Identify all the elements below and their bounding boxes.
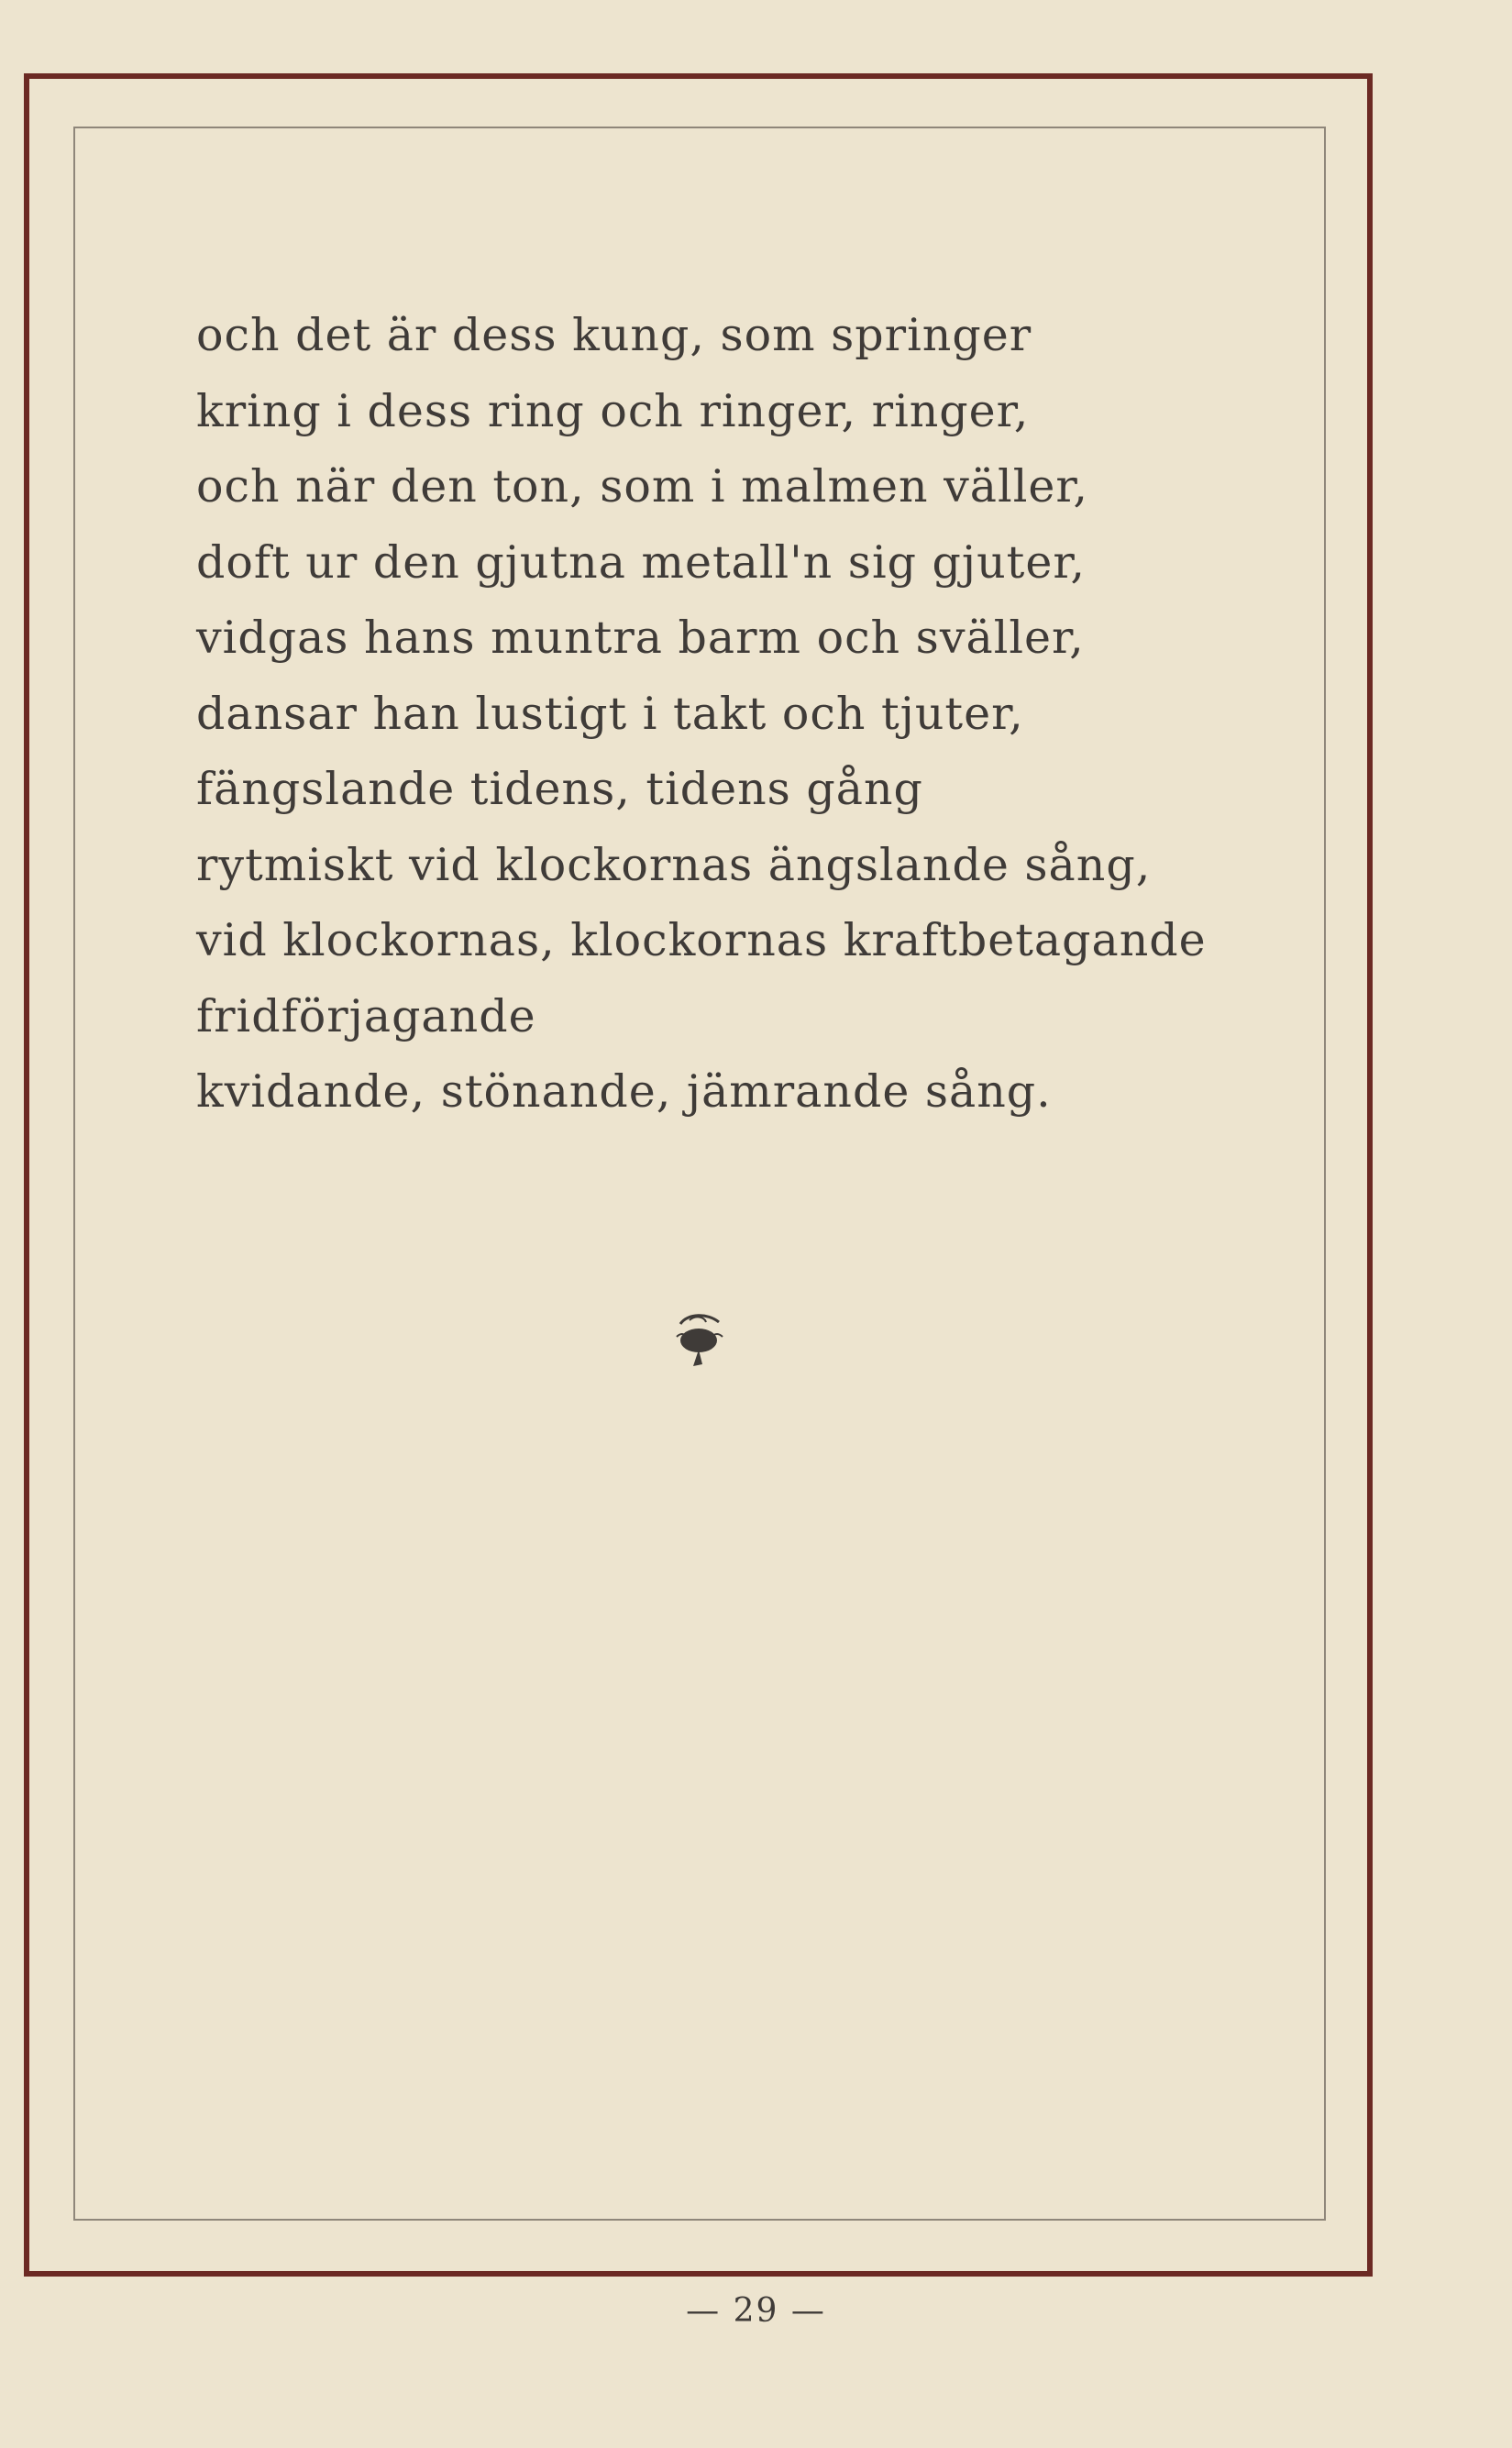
- poem-line: vidgas hans muntra barm och sväller,: [196, 612, 1085, 664]
- poem-text: [196, 298, 1207, 1130]
- poem-line: kring i dess ring och ringer, ringer,: [196, 384, 1030, 437]
- poem-line: vid klockornas, klockornas kraftbetagande: [196, 914, 1207, 966]
- page-number: — 29 —: [686, 2292, 826, 2330]
- poem-line: fängslande tidens, tidens gång: [196, 763, 923, 815]
- poem-line: fridförjagande: [196, 989, 536, 1042]
- poem-line: dansar han lustigt i takt och tjuter,: [196, 687, 1024, 740]
- floral-vignette-icon: [671, 1309, 726, 1370]
- poem-line: doft ur den gjutna metall'n sig gjuter,: [196, 535, 1086, 589]
- poem-line: och när den ton, som i malmen väller,: [196, 460, 1088, 513]
- poem-line: rytmiskt vid klockornas ängslande sång,: [196, 838, 1152, 891]
- poem-line: och det är dess kung, som springer: [196, 309, 1032, 361]
- poem-line: kvidande, stönande, jämrande sång.: [196, 1065, 1052, 1118]
